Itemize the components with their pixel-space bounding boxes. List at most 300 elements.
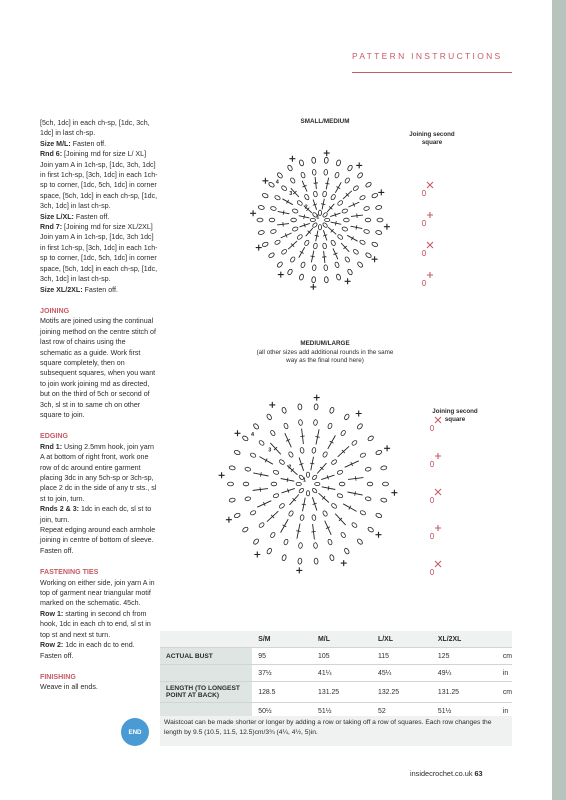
- treble-bar: [356, 225, 357, 229]
- header-divider: [352, 72, 512, 73]
- treble-bar: [311, 532, 315, 533]
- treble-bar: [310, 463, 314, 464]
- table-cell: 51½: [432, 703, 497, 720]
- dc-stitch: [391, 490, 397, 496]
- treble-bar: [304, 215, 305, 219]
- treble-bar: [300, 436, 304, 437]
- chain-stitch: [375, 450, 382, 456]
- table-header-cell: S/M: [252, 631, 312, 648]
- diagram-title-block: [255, 340, 395, 366]
- chain-stitch: [281, 249, 288, 255]
- chain-stitch: [312, 447, 317, 453]
- table-row: [160, 648, 512, 665]
- chain-stitch: [356, 538, 363, 545]
- treble-bar: [356, 476, 357, 480]
- chain-stitch: [365, 252, 372, 259]
- table-header-cell: XL/2XL: [432, 631, 497, 648]
- ties-heading: FASTENING TIES: [40, 568, 99, 577]
- chain-stitch: [347, 268, 353, 275]
- chain-stitch: [276, 261, 283, 268]
- chain-stitch: [337, 234, 344, 240]
- chain-stitch: [359, 195, 366, 201]
- table-cell: 131.25: [432, 682, 497, 703]
- chain-stitch: [344, 177, 350, 184]
- join-chain-stitch: [422, 220, 425, 225]
- chain-stitch: [322, 222, 328, 228]
- joining-label: Joining second square: [409, 131, 455, 146]
- dc-stitch: [376, 532, 382, 538]
- chain-stitch: [229, 465, 236, 470]
- chain-stitch: [234, 513, 241, 519]
- chain-stitch: [367, 482, 373, 486]
- round-number-label: 2: [304, 204, 308, 211]
- dc-stitch: [356, 411, 362, 417]
- chain-stitch: [299, 159, 304, 166]
- round-number-label: 2: [288, 464, 292, 471]
- table-header-cell: M/L: [312, 631, 372, 648]
- instructions-column: [40, 118, 158, 693]
- join-chain-stitch: [422, 280, 425, 285]
- chain-stitch: [342, 208, 348, 213]
- chain-stitch: [337, 493, 343, 498]
- chain-stitch: [283, 423, 288, 430]
- chain-stitch: [270, 430, 276, 437]
- chain-stitch: [270, 229, 276, 234]
- chain-stitch: [344, 413, 350, 420]
- chain-stitch: [269, 218, 275, 222]
- chain-stitch: [266, 413, 272, 420]
- size-label: Size L/XL:: [40, 212, 74, 221]
- dc-stitch: [269, 402, 275, 408]
- join-dc-stitch: [435, 453, 441, 459]
- chain-stitch: [337, 200, 344, 206]
- crochet-chart-medium-large: [200, 372, 460, 608]
- table-header-row: [160, 631, 512, 648]
- chain-stitch: [300, 515, 305, 521]
- chain-stitch: [329, 407, 334, 414]
- treble-bar: [287, 478, 288, 482]
- chain-stitch: [298, 543, 302, 549]
- chain-stitch: [324, 157, 328, 163]
- chain-stitch: [315, 482, 320, 485]
- join-dc-stitch: [427, 212, 433, 218]
- dc-stitch: [262, 178, 268, 184]
- instruction-text: Fasten off.: [73, 212, 110, 221]
- treble-bar: [328, 486, 329, 490]
- chain-stitch: [299, 274, 304, 281]
- instruction-paragraph: [5ch, 1dc] in each ch-sp, [1dc, 3ch, 1dc] in last ch-sp.: [40, 119, 150, 138]
- chain-stitch: [281, 554, 286, 561]
- instruction-text: Fasten off.: [70, 139, 107, 148]
- join-chain-stitch: [422, 190, 425, 195]
- join-chain-stitch: [430, 461, 433, 466]
- join-stitch: [435, 561, 441, 567]
- dc-stitch: [289, 156, 295, 162]
- finishing-heading: FINISHING: [40, 672, 76, 681]
- join-chain-stitch: [430, 425, 433, 430]
- chain-stitch: [325, 218, 330, 221]
- section-title: PATTERN INSTRUCTIONS: [352, 51, 503, 61]
- table-cell: 37½: [252, 665, 312, 682]
- chain-stitch: [322, 451, 328, 458]
- chain-stitch: [340, 430, 346, 437]
- table-cell: 95: [252, 648, 312, 665]
- row-label: LENGTH (TO LONGEST POINT AT BACK): [160, 682, 252, 703]
- chain-stitch: [375, 205, 382, 210]
- dc-stitch: [254, 552, 260, 558]
- dc-stitch: [324, 150, 330, 156]
- chain-stitch: [279, 503, 286, 509]
- instruction-text: 1dc in each dc to end. Fasten off.: [40, 641, 135, 660]
- chain-stitch: [242, 435, 249, 442]
- chain-stitch: [371, 241, 378, 247]
- chain-stitch: [314, 404, 318, 410]
- instruction-text: Using 2.5mm hook, join yarn A at bottom of right front, work one row of dc around entire garment placing 3dc in any 5ch-sp or 3ch-sp, place 2 dc in the side of any tr sts., sl st to join, turn.: [40, 442, 157, 503]
- chain-stitch: [357, 261, 364, 268]
- join-chain-stitch: [430, 569, 433, 574]
- round-label: Rnds 2 & 3:: [40, 505, 80, 514]
- chain-stitch: [380, 498, 387, 503]
- joining-label: Joining second square: [432, 408, 478, 423]
- chain-stitch: [262, 193, 269, 199]
- chain-stitch: [313, 543, 317, 549]
- chain-stitch: [300, 262, 305, 269]
- chain-stitch: [356, 423, 363, 430]
- size-label: Size M/L:: [40, 139, 71, 148]
- chain-stitch: [330, 194, 336, 201]
- treble-bar: [283, 222, 284, 226]
- table-row: [160, 682, 512, 703]
- chain-stitch: [274, 195, 281, 201]
- table-cell: 128.5: [252, 682, 312, 703]
- treble-bar: [260, 487, 261, 491]
- join-stitch: [427, 242, 433, 248]
- chain-stitch: [353, 249, 360, 255]
- dc-stitch: [256, 245, 262, 251]
- chain-stitch: [360, 510, 367, 516]
- chain-stitch: [312, 515, 317, 521]
- chain-stitch: [347, 164, 353, 171]
- chain-stitch: [229, 498, 236, 503]
- chain-stitch: [313, 243, 318, 249]
- join-dc-stitch: [427, 272, 433, 278]
- chain-stitch: [322, 212, 328, 218]
- chain-stitch: [245, 467, 251, 472]
- chain-stitch: [331, 459, 338, 465]
- chain-stitch: [342, 226, 348, 231]
- page-number: 63: [474, 769, 483, 778]
- chain-stitch: [312, 169, 316, 175]
- table-cell: 132.25: [372, 682, 432, 703]
- instruction-text: [Joining rnd for size XL/2XL] Join yarn A in 1ch-sp, [1dc, 3ch 1dc] in first 1ch-sp, [3ch, 1dc] in each 1ch-sp to corner, [1dc, 5ch, 1dc] in corner space, [5ch, 1dc] in each ch-sp, [1dc, 3ch, 1dc] in last ch-sp.: [40, 223, 158, 284]
- join-stitch: [427, 182, 433, 188]
- round-number-label: 1: [316, 214, 320, 221]
- chain-stitch: [292, 226, 298, 231]
- chain-stitch: [311, 157, 315, 163]
- table-header-cell: L/XL: [372, 631, 432, 648]
- treble-bar: [335, 221, 336, 225]
- table-cell: cm: [497, 682, 512, 703]
- chain-stitch: [304, 240, 310, 247]
- join-chain-stitch: [430, 497, 433, 502]
- instruction-paragraph: [40, 640, 158, 661]
- dc-stitch: [235, 430, 241, 436]
- chain-stitch: [306, 472, 309, 477]
- chain-stitch: [234, 450, 241, 456]
- treble-bar: [325, 183, 329, 184]
- chain-stitch: [298, 420, 302, 426]
- chain-stitch: [262, 241, 269, 247]
- row-label: ACTUAL BUST: [160, 648, 252, 665]
- chain-stitch: [253, 538, 260, 545]
- round-label: Rnd 6:: [40, 150, 63, 159]
- chain-stitch: [296, 200, 303, 206]
- dc-stitch: [341, 560, 347, 566]
- diagram-title: MEDIUM/LARGE: [300, 340, 350, 347]
- size-table: [160, 631, 512, 720]
- dc-stitch: [278, 272, 284, 278]
- chain-stitch: [271, 482, 277, 486]
- chain-stitch: [313, 191, 318, 197]
- treble-bar: [261, 472, 262, 476]
- chain-stitch: [257, 218, 263, 222]
- table-cell: 41¼: [312, 665, 372, 682]
- chain-stitch: [375, 230, 382, 235]
- chain-stitch: [365, 218, 371, 222]
- chain-stitch: [377, 218, 383, 222]
- dc-stitch: [378, 189, 384, 195]
- chain-stitch: [365, 496, 371, 501]
- chain-stitch: [283, 539, 288, 546]
- chain-stitch: [375, 513, 382, 519]
- chain-stitch: [288, 510, 294, 517]
- chain-stitch: [310, 218, 315, 221]
- chain-stitch: [258, 230, 265, 235]
- treble-bar: [355, 491, 356, 495]
- chain-stitch: [306, 491, 309, 496]
- chain-stitch: [266, 548, 272, 555]
- chain-stitch: [273, 470, 279, 475]
- instruction-paragraph: [40, 139, 158, 149]
- chain-stitch: [334, 262, 339, 269]
- table-cell: 52: [372, 703, 432, 720]
- table-row: [160, 665, 512, 682]
- chain-stitch: [322, 191, 327, 197]
- instruction-paragraph: [40, 504, 158, 525]
- chain-stitch: [322, 510, 328, 517]
- chain-stitch: [360, 452, 367, 458]
- chain-stitch: [339, 482, 345, 486]
- dc-stitch: [356, 162, 362, 168]
- treble-bar: [321, 204, 325, 205]
- table-cell: cm: [497, 648, 512, 665]
- chain-stitch: [324, 265, 328, 271]
- chain-stitch: [304, 194, 310, 201]
- chain-stitch: [353, 185, 360, 191]
- chain-stitch: [242, 526, 249, 533]
- round-number-label: 3: [289, 191, 293, 198]
- chain-stitch: [337, 470, 343, 475]
- chain-stitch: [290, 177, 296, 184]
- chain-stitch: [365, 181, 372, 188]
- chain-stitch: [357, 172, 364, 179]
- chain-stitch: [331, 503, 338, 509]
- chain-stitch: [281, 185, 288, 191]
- chain-stitch: [318, 225, 321, 230]
- treble-bar: [296, 531, 300, 532]
- table-cell: 115: [372, 648, 432, 665]
- join-stitch: [435, 417, 441, 423]
- dc-stitch: [296, 567, 302, 573]
- treble-bar: [302, 504, 306, 505]
- joining-heading: JOINING: [40, 306, 70, 315]
- instruction-paragraph: [40, 149, 158, 211]
- chain-stitch: [311, 277, 315, 283]
- chain-stitch: [324, 277, 328, 283]
- treble-bar: [315, 235, 319, 236]
- chain-stitch: [334, 172, 339, 179]
- chain-stitch: [340, 532, 346, 539]
- chain-stitch: [336, 159, 341, 166]
- row-label: [160, 665, 252, 682]
- chain-stitch: [344, 256, 350, 263]
- chain-stitch: [270, 206, 276, 211]
- chain-stitch: [268, 181, 275, 188]
- end-badge: END: [121, 718, 149, 746]
- dc-stitch: [226, 517, 232, 523]
- chain-stitch: [287, 268, 293, 275]
- treble-bar: [314, 183, 318, 184]
- instruction-paragraph: Working on either side, join yarn A in top of garment near triangular motif marked on the schematic. 45ch.: [40, 578, 155, 608]
- dc-stitch: [384, 224, 390, 230]
- dc-stitch: [250, 210, 256, 216]
- chain-stitch: [336, 274, 341, 281]
- dc-stitch: [314, 395, 320, 401]
- chain-stitch: [253, 423, 260, 430]
- chain-stitch: [371, 193, 378, 199]
- chain-stitch: [314, 558, 318, 564]
- join-chain-stitch: [422, 250, 425, 255]
- chain-stitch: [290, 256, 296, 263]
- chain-stitch: [258, 440, 265, 446]
- instruction-paragraph: [40, 222, 158, 284]
- instruction-text: 1dc in each dc, sl st to join, turn.: [40, 505, 152, 524]
- table-cell: in: [497, 665, 512, 682]
- size-label: Size XL/2XL:: [40, 285, 83, 294]
- chain-stitch: [329, 554, 334, 561]
- join-chain-stitch: [430, 533, 433, 538]
- round-number-label: 3: [268, 447, 272, 454]
- chain-stitch: [288, 451, 294, 458]
- instruction-text: [Joining rnd for size L/ XL] Join yarn A in 1ch-sp, [1dc, 3ch, 1dc] in first 1ch-sp, [3ch, 1dc] in each 1ch-sp to corner, [1dc, 5ch, 1dc] in corner space, [5ch, 1dc] in each ch-sp, [1dc, 3ch, 1dc] in last ch-sp.: [40, 150, 158, 211]
- instruction-text: starting in second ch from hook, 1dc in each ch to end, sl st in top st and next st turn.: [40, 609, 151, 639]
- chain-stitch: [270, 532, 276, 539]
- diagram-title: SMALL/MEDIUM: [300, 118, 350, 125]
- chain-stitch: [258, 205, 265, 210]
- footer-site: insidecrochet.co.uk: [410, 769, 473, 778]
- table-cell: 125: [432, 648, 497, 665]
- chain-stitch: [324, 169, 328, 175]
- chain-stitch: [281, 407, 286, 414]
- table-header-cell: [160, 631, 252, 648]
- chain-stitch: [344, 548, 350, 555]
- chain-stitch: [363, 206, 369, 211]
- chain-stitch: [296, 234, 303, 240]
- watermark: PassionForum.ru: [443, 786, 520, 797]
- dc-stitch: [384, 445, 390, 451]
- chain-stitch: [313, 420, 317, 426]
- chain-stitch: [367, 526, 374, 533]
- chain-stitch: [312, 222, 318, 228]
- chain-stitch: [292, 208, 298, 213]
- instruction-paragraph: [40, 212, 158, 222]
- chain-stitch: [228, 482, 234, 486]
- chain-stitch: [359, 239, 366, 245]
- instruction-text: Fasten off.: [82, 285, 118, 294]
- instruction-paragraph: [40, 285, 158, 295]
- table-cell: 131.25: [312, 682, 372, 703]
- dc-stitch: [345, 278, 351, 284]
- chain-stitch: [250, 510, 257, 516]
- chain-stitch: [327, 423, 332, 430]
- treble-bar: [311, 256, 315, 257]
- round-number-label: 1: [303, 477, 307, 484]
- table-cell: 50½: [252, 703, 312, 720]
- instruction-paragraph: Repeat edging around each armhole joining in centre of bottom of sleeve. Fasten off.: [40, 526, 156, 555]
- chain-stitch: [322, 243, 327, 249]
- row-label: Row 2:: [40, 641, 64, 650]
- chain-stitch: [327, 539, 332, 546]
- table-cell: 49¼: [432, 665, 497, 682]
- chain-stitch: [258, 522, 265, 528]
- instruction-paragraph: [40, 609, 158, 640]
- chain-stitch: [380, 465, 387, 470]
- treble-bar: [357, 214, 358, 218]
- finishing-text: Weave in all ends.: [40, 683, 98, 692]
- table-header-cell: [497, 631, 512, 648]
- joining-text: Motifs are joined using the continual joining method on the centre stitch of last row of chains using the schematic as a guide. Work first square completely, then on subsequent squares, when you want to join work joining rnd as directed, but on the third of 5ch or second of 3ch, sl st in to same ch on other square to join.: [40, 317, 156, 419]
- page-footer: [410, 769, 483, 778]
- table-cell: 51½: [312, 703, 372, 720]
- chain-stitch: [298, 558, 302, 564]
- chain-stitch: [351, 440, 358, 446]
- dc-stitch: [219, 472, 225, 478]
- chain-stitch: [287, 164, 293, 171]
- table-cell: 105: [312, 648, 372, 665]
- chain-stitch: [383, 482, 389, 486]
- table-cell: in: [497, 703, 512, 720]
- chain-stitch: [296, 482, 301, 485]
- chain-stitch: [367, 435, 374, 442]
- chain-stitch: [298, 488, 304, 494]
- chain-stitch: [273, 493, 279, 498]
- dc-stitch: [372, 256, 378, 262]
- chain-stitch: [268, 252, 275, 259]
- join-dc-stitch: [435, 525, 441, 531]
- chain-stitch: [351, 522, 358, 528]
- chain-stitch: [298, 404, 302, 410]
- join-stitch: [435, 489, 441, 495]
- chain-stitch: [330, 240, 336, 247]
- chain-stitch: [276, 172, 283, 179]
- chain-stitch: [312, 474, 318, 480]
- round-number-label: 4: [251, 432, 255, 439]
- chain-stitch: [300, 447, 305, 453]
- chain-stitch: [363, 229, 369, 234]
- page-edge-bar: [552, 0, 566, 800]
- crochet-chart-small-medium: [225, 140, 455, 318]
- chain-stitch: [291, 218, 297, 222]
